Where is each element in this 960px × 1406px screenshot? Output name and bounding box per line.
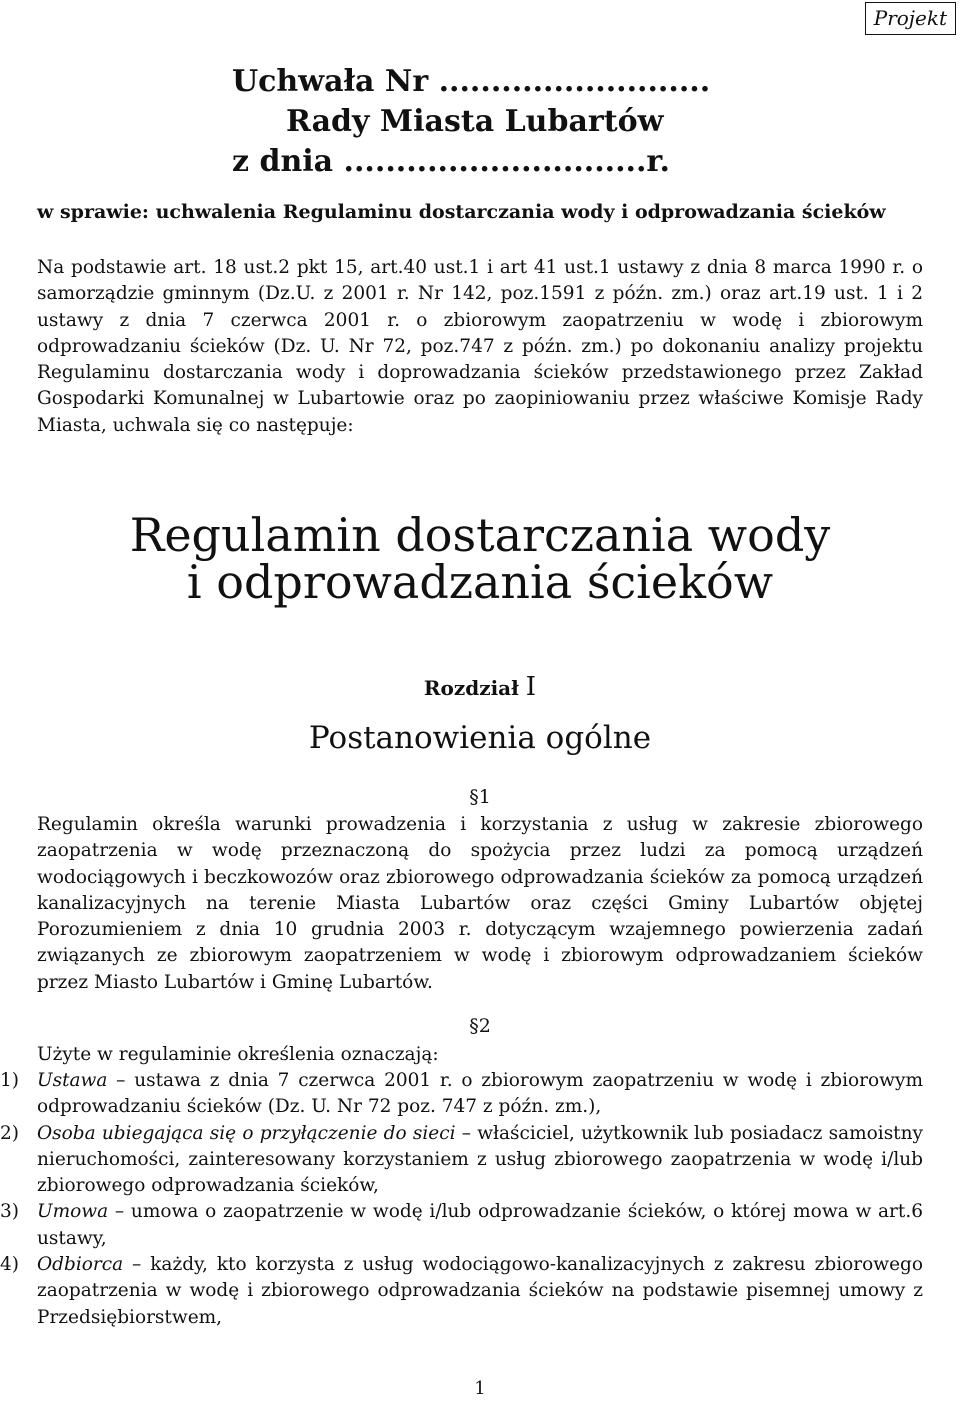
definition-text: – każdy, kto korzysta z usług wodociągowo-kanalizacyjnych z zakresu zbiorowego zaopatrzenia w wodę i zbiorowego odprowadzania ścieków na podstawie pisemnej umowy z Przedsiębiorstwem, xyxy=(37,1254,923,1328)
definition-text: – umowa o zaopatrzenie w wodę i/lub odprowadzanie ścieków, o której mowa w art.6 ustawy, xyxy=(37,1201,923,1249)
defined-term: Osoba ubiegająca się o przyłączenie do sieci xyxy=(37,1122,456,1144)
paragraph-mark-2: §2 xyxy=(469,1015,491,1037)
page-number: 1 xyxy=(474,1378,486,1399)
draft-stamp: Projekt xyxy=(865,2,956,35)
definitions-lead: Użyte w regulaminie określenia oznaczają: xyxy=(37,1044,439,1065)
defined-term: Umowa xyxy=(37,1201,109,1223)
list-item xyxy=(0,1199,923,1252)
resolution-title xyxy=(0,62,960,182)
title-line-date: z dnia .............................r. xyxy=(232,144,670,179)
list-item-number: 4) xyxy=(0,1254,19,1276)
chapter-number: I xyxy=(525,672,537,702)
section-title: Postanowienia ogólne xyxy=(308,720,652,756)
title-line-council: Rady Miasta Lubartów xyxy=(286,104,664,139)
list-item xyxy=(0,1068,923,1121)
regulation-title-line1: Regulamin dostarczania wody xyxy=(129,508,831,562)
regulation-title xyxy=(0,508,960,609)
list-item xyxy=(0,1252,923,1331)
definition-text: – właściciel, użytkownik lub posiadacz samoistny nieruchomości, zainteresowany korzystaniem z usług zbiorowego zaopatrzenia w wodę i/lub zbiorowego odprowadzania ścieków, xyxy=(37,1122,923,1197)
legal-basis-paragraph: Na podstawie art. 18 ust.2 pkt 15, art.40 ust.1 i art 41 ust.1 ustawy z dnia 8 marca 1990 r. o samorządzie gminnym (Dz.U. z 2001 r. Nr 142, poz.1591 z późn. zm.) oraz art.19 ust. 1 i 2 ustawy z dnia 7 czerwca 2001 r. o zbiorowym zaopatrzeniu w wodę i zbiorowym odprowadzaniu ścieków (Dz. U. Nr 72, poz.747 z późn. zm.) po dokonaniu analizy projektu Regulaminu dostarczania wody i doprowadzania ścieków przedstawionego przez Zakład Gospodarki Komunalnej w Lubartowie oraz po zaopiniowaniu przez właściwe Komisje Rady Miasta, uchwala się co następuje: xyxy=(37,257,923,436)
list-item xyxy=(0,1121,923,1200)
defined-term: Odbiorca xyxy=(37,1254,124,1276)
definition-text: – ustawa z dnia 7 czerwca 2001 r. o zbiorowym zaopatrzeniu w wodę i zbiorowym odprowadzaniu ścieków (Dz. U. Nr 72 poz. 747 z późn. zm.), xyxy=(37,1070,923,1118)
paragraph-mark-1: §1 xyxy=(469,786,491,808)
chapter-label: Rozdział xyxy=(423,676,519,700)
title-line-number: Uchwała Nr .......................... xyxy=(232,64,711,99)
resolution-subject: w sprawie: uchwalenia Regulaminu dostarczania wody i odprowadzania ścieków xyxy=(37,201,886,223)
defined-term: Ustawa xyxy=(37,1070,108,1091)
paragraph-1-text: Regulamin określa warunki prowadzenia i korzystania z usług w zakresie zbiorowego zaopatrzenia w wodę przeznaczoną do spożycia przez ludzi za pomocą urządzeń wodociągowych i beczkowozów oraz zbiorowego odprowadzania ścieków za pomocą urządzeń kanalizacyjnych na terenie Miasta Lubartów oraz części Gminy Lubartów objętej Porozumieniem z dnia 10 grudnia 2003 r. dotyczącym wzajemnego powierzenia zadań związanych ze zbiorowym zaopatrzeniem w wodę i zbiorowym odprowadzaniem ścieków przez Miasto Lubartów i Gminę Lubartów. xyxy=(37,814,923,993)
chapter-heading xyxy=(0,672,960,703)
definitions-list xyxy=(0,1068,960,1331)
regulation-title-line2: i odprowadzania ścieków xyxy=(186,555,774,609)
list-item-number: 2) xyxy=(0,1122,19,1144)
list-item-number: 3) xyxy=(0,1201,19,1223)
list-item-number: 1) xyxy=(0,1070,19,1091)
